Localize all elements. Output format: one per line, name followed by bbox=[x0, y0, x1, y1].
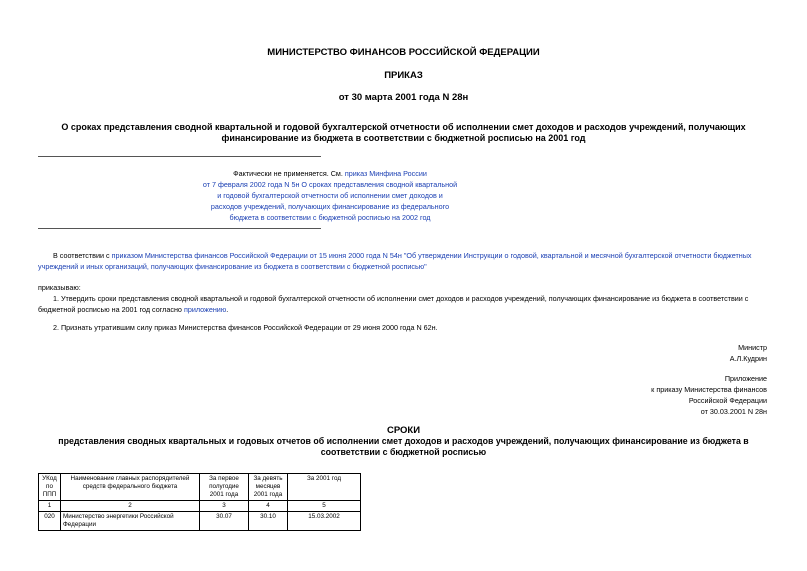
appendix-ref-line4: от 30.03.2001 N 28н bbox=[700, 407, 767, 416]
signature-name: А.Л.Кудрин bbox=[729, 354, 767, 363]
preamble-line1 bbox=[38, 250, 770, 261]
doc-type-heading: ПРИКАЗ bbox=[384, 70, 423, 81]
appendix-link[interactable]: приложению bbox=[183, 305, 227, 314]
item1-line1: 1. Утвердить сроки представления сводной квартальной и годовой бухгалтерской отчетности об исполнении смет доходов и расходов учреждений, получающих финансирование из бюджета в соответствии с bbox=[53, 294, 749, 303]
schedule-subtitle-line2: соответствии с бюджетной росписью bbox=[320, 447, 487, 457]
preamble-line2 bbox=[38, 261, 770, 272]
divider-bottom bbox=[38, 228, 321, 229]
divider-top bbox=[38, 156, 321, 157]
col-number: 2 bbox=[61, 501, 200, 512]
table-row bbox=[39, 512, 361, 531]
schedule-title: СРОКИ bbox=[386, 425, 421, 436]
preamble-order-link-cont[interactable]: учреждений и иных организаций, получающих финансирование из бюджета в соответствии с бюджетной росписью" bbox=[38, 262, 427, 271]
item1-line2 bbox=[38, 304, 770, 315]
notice-order-link[interactable]: приказ Минфина России bbox=[344, 169, 427, 178]
col-header-code: УКод по ППП bbox=[39, 474, 61, 501]
signature-position: Министр bbox=[738, 343, 767, 352]
notice-line5[interactable]: бюджета в соответствии с бюджетной росписью на 2002 год bbox=[229, 213, 431, 222]
col-header-year: За 2001 год bbox=[288, 474, 361, 501]
schedule-table bbox=[38, 473, 361, 531]
notice-prefix: Фактически не применяется. См. bbox=[233, 169, 345, 178]
col-number: 5 bbox=[288, 501, 361, 512]
cell-nine-months: 30.10 bbox=[249, 512, 288, 531]
ministry-heading: МИНИСТЕРСТВО ФИНАНСОВ РОССИЙСКОЙ ФЕДЕРАЦИИ bbox=[267, 47, 540, 58]
notice-line2[interactable]: от 7 февраля 2002 года N 5н О сроках представления сводной квартальной bbox=[202, 180, 458, 189]
cell-name: Министерство энергетики Российской Федерации bbox=[61, 512, 200, 531]
doc-title-line2: финансирование из бюджета в соответствии с бюджетной росписью на 2001 год bbox=[221, 133, 586, 143]
cell-year: 15.03.2002 bbox=[288, 512, 361, 531]
doc-title-line1: О сроках представления сводной квартальной и годовой бухгалтерской отчетности об исполнении смет доходов и расходов учреждений, получающих bbox=[61, 122, 746, 132]
appendix-ref-line3: Российской Федерации bbox=[688, 396, 767, 405]
col-number: 4 bbox=[249, 501, 288, 512]
notice-line1 bbox=[110, 168, 550, 179]
preamble-prefix: В соответствии с bbox=[53, 251, 112, 260]
item-2: 2. Признать утратившим силу приказ Министерства финансов Российской Федерации от 29 июня 2000 года N 62н. bbox=[53, 323, 438, 332]
doc-date: от 30 марта 2001 года N 28н bbox=[338, 92, 469, 103]
item1-text: бюджетной росписью на 2001 год согласно bbox=[38, 305, 184, 314]
table-number-row bbox=[39, 501, 361, 512]
order-word: приказываю: bbox=[38, 283, 81, 292]
col-number: 1 bbox=[39, 501, 61, 512]
preamble bbox=[38, 250, 770, 272]
col-header-nine-months: За девять месяцев 2001 года bbox=[249, 474, 288, 501]
table-header-row bbox=[39, 474, 361, 501]
schedule-subtitle-line1: представления сводных квартальных и годовых отчетов об исполнении смет доходов и расходов учреждений, получающих финансирование из бюджета в bbox=[58, 436, 749, 446]
col-header-half-year: За первое полугодие 2001 года bbox=[200, 474, 249, 501]
appendix-label: Приложение bbox=[724, 374, 767, 383]
preamble-order-link[interactable]: приказом Министерства финансов Российской Федерации от 15 июня 2000 года N 54н "Об утверждении Инструкции о годовой, квартальной и месячной бухгалтерской отчетности бюджетных bbox=[111, 251, 752, 260]
appendix-ref-line2: к приказу Министерства финансов bbox=[651, 385, 767, 394]
item1-end: . bbox=[226, 305, 229, 314]
notice-line3[interactable]: и годовой бухгалтерской отчетности об исполнении смет доходов и bbox=[217, 191, 443, 200]
cell-half-year: 30.07 bbox=[200, 512, 249, 531]
notice-block bbox=[110, 168, 550, 223]
col-header-name: Наименование главных распорядителей средств федерального бюджета bbox=[61, 474, 200, 501]
item-1 bbox=[38, 293, 770, 315]
notice-line4[interactable]: расходов учреждений, получающих финансирование из федерального bbox=[210, 202, 450, 211]
cell-code: 020 bbox=[39, 512, 61, 531]
col-number: 3 bbox=[200, 501, 249, 512]
